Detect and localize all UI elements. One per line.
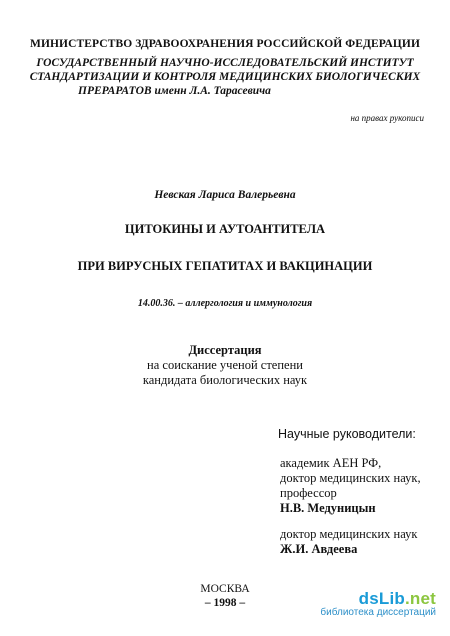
supervisors-heading: Научные руководители:: [278, 427, 416, 441]
year: – 1998 –: [204, 597, 246, 609]
institute-line-1: ГОСУДАРСТВЕННЫЙ НАУЧНО-ИССЛЕДОВАТЕЛЬСКИЙ ИНСТИТУТ: [36, 57, 414, 69]
institute-line-3: ПРЕРАРАТОВ именн Л.А. Тарасевича: [78, 85, 271, 97]
ministry-heading: МИНИСТЕРСТВО ЗДРАВООХРАНЕНИЯ РОССИЙСКОЙ ФЕДЕРАЦИИ: [29, 38, 420, 50]
city: МОСКВА: [200, 583, 250, 595]
dissertation-label: Диссертация: [188, 343, 262, 357]
library-watermark[interactable]: [320, 589, 436, 618]
manuscript-note: на правах рукописи: [350, 113, 424, 123]
dslib-logo: [320, 589, 436, 609]
supervisor-1-title-1: академик АЕН РФ,: [280, 456, 382, 470]
supervisor-1-title-3: профессор: [280, 486, 337, 500]
supervisor-1-name: Н.В. Медуницын: [280, 501, 376, 515]
degree-line-1: на соискание ученой степени: [147, 358, 303, 372]
supervisor-1-title-2: доктор медицинских наук,: [280, 471, 421, 485]
logo-part-2: .net: [404, 589, 436, 608]
author-name: Невская Лариса Валерьевна: [154, 189, 296, 201]
logo-part-1: dsLib: [358, 589, 405, 608]
specialty-code: 14.00.36. – аллергология и иммунология: [137, 298, 313, 309]
title-line-1: ЦИТОКИНЫ И АУТОАНТИТЕЛА: [124, 222, 326, 236]
title-line-2: ПРИ ВИРУСНЫХ ГЕПАТИТАХ И ВАКЦИНАЦИИ: [77, 259, 373, 273]
supervisor-2-name: Ж.И. Авдеева: [280, 542, 358, 556]
degree-line-2: кандидата биологических наук: [142, 373, 308, 387]
supervisor-2-title: доктор медицинских наук: [280, 527, 418, 541]
watermark-caption: библиотека диссертаций: [320, 607, 436, 618]
institute-line-2: СТАНДАРТИЗАЦИИ И КОНТРОЛЯ МЕДИЦИНСКИХ БИОЛОГИЧЕСКИХ: [29, 71, 421, 83]
